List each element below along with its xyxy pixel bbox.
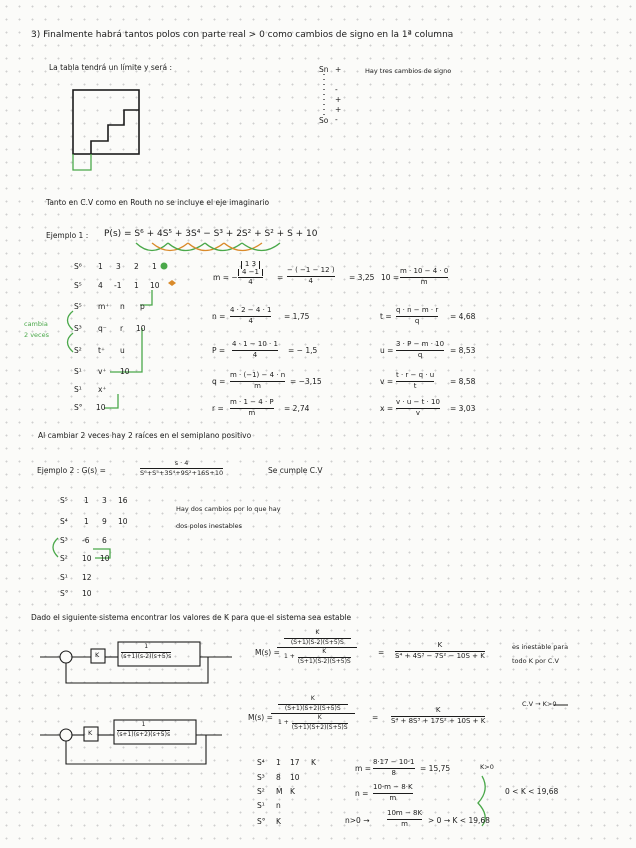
frac-num: K xyxy=(322,648,327,656)
routh-s: S⁵ xyxy=(74,281,82,290)
frac-den: m xyxy=(389,793,397,802)
calc-m-frac2 xyxy=(287,267,335,285)
ejemplo2-note1: Hay dos cambios por lo que hay xyxy=(176,505,281,513)
frac-num: m · 1 − 4 · P xyxy=(230,398,274,406)
det-top: 1 3 xyxy=(241,261,260,269)
calc-n-result: = 1,75 xyxy=(284,312,310,321)
frac-den: 4 xyxy=(248,316,253,325)
frac-num: 8·17 − 10·1 xyxy=(373,758,415,766)
calc-t-result: = 4,68 xyxy=(450,312,476,321)
routh-cell: 3 xyxy=(102,496,107,505)
m2-eq: = xyxy=(372,713,379,722)
calc-v-result: = 8,58 xyxy=(450,377,476,386)
frac-num: K xyxy=(315,629,320,636)
diag2-tf xyxy=(117,722,170,738)
calc-m-lhs: m = − xyxy=(213,273,238,282)
frac-num: m · (−1) − 4 · n xyxy=(230,371,286,379)
routh-s: S° xyxy=(60,589,69,598)
routh-s: S⁴ xyxy=(60,517,68,526)
routh-cell: v⁺ xyxy=(98,367,107,376)
frac-den: m xyxy=(420,277,428,286)
sign-3: + xyxy=(335,95,342,104)
limit-table-figure xyxy=(73,90,139,154)
m1-result xyxy=(395,642,485,660)
frac-num: K xyxy=(317,714,322,722)
calc-m-eq: = xyxy=(277,273,284,282)
routh-cell: -6 xyxy=(82,536,90,545)
m2-cv: C.V → K>0 xyxy=(522,700,557,708)
calc-u-result: = 8,53 xyxy=(450,346,476,355)
frac-den: (S+1)(S+2)(S+5)S xyxy=(291,723,348,731)
m2-den-row xyxy=(278,715,348,731)
m2-lhs: M(s) = xyxy=(248,713,273,722)
one-plus: 1 + xyxy=(284,652,295,660)
routh-s: S² xyxy=(60,554,68,563)
sign-list-top: Sn xyxy=(319,65,329,74)
routh-cell: 6 xyxy=(102,536,107,545)
conclusion: Al cambiar 2 veces hay 2 raíces en el semiplano positivo xyxy=(38,431,252,440)
routh-cell: 1 xyxy=(276,758,281,767)
k-n-gt: > 0 → K < 19,68 xyxy=(428,816,490,825)
m1-note1: es inestable para xyxy=(512,643,569,651)
routh-cell: 8 xyxy=(276,773,281,782)
routh-s: S² xyxy=(74,346,82,355)
side-note-1: cambia xyxy=(24,320,48,328)
routh-s: S⁵ xyxy=(74,302,82,311)
m1-complex xyxy=(284,630,351,665)
routh-cell: u xyxy=(120,346,125,355)
routh-cell: 10 xyxy=(136,324,146,333)
frac-den: 4 xyxy=(248,278,253,287)
calc-t-lhs: t = xyxy=(380,312,392,321)
calc-p-result: = − 1,5 xyxy=(288,346,318,355)
frac-num: K xyxy=(435,706,441,714)
green-marker xyxy=(161,263,168,270)
calc-q-frac xyxy=(230,372,285,390)
routh-cell: 10 xyxy=(150,281,160,290)
ejemplo2-tf xyxy=(140,460,223,477)
routh-s: S¹ xyxy=(74,367,82,376)
routh-cell: 10 xyxy=(118,517,128,526)
routh-s: S⁶ xyxy=(74,262,82,271)
calc-u-lhs: u = xyxy=(380,346,394,355)
frac-num: 10m − 8K xyxy=(387,809,423,817)
routh-s: S³ xyxy=(60,536,68,545)
calc-r-result: = 2,74 xyxy=(284,404,310,413)
frac-den: 8 xyxy=(391,768,396,777)
calc-v-frac xyxy=(396,372,434,390)
sign-4: + xyxy=(335,105,342,114)
tabla-note: La tabla tendrá un límite y será : xyxy=(49,63,172,72)
diag2-k: K xyxy=(88,729,93,737)
routh-cell: 1 xyxy=(84,517,89,526)
heading: 3) Finalmente habrá tantos polos con parte real > 0 como cambios de signo en la 1ª columna xyxy=(31,30,454,40)
routh-cell: 2 xyxy=(134,262,139,271)
routh-s: S³ xyxy=(257,773,265,782)
calc-u-frac xyxy=(396,341,444,359)
calc-n-lhs: n = xyxy=(212,312,226,321)
frac-num: K xyxy=(437,641,443,649)
routh-s: S² xyxy=(257,787,265,796)
routh-cell: -1 xyxy=(114,281,122,290)
frac-den: (s+1)(s-2)(s+5)s xyxy=(121,652,172,660)
sign-1: + xyxy=(335,65,342,74)
calc-t-frac xyxy=(396,307,438,325)
sign-list-bottom: So xyxy=(319,116,329,125)
routh-cell: q⁻ xyxy=(98,324,107,333)
m1-lhs: M(s) = xyxy=(255,648,280,657)
side-note-2: 2 veces xyxy=(24,331,50,339)
frac-den: t xyxy=(413,381,417,390)
m2-result xyxy=(391,707,485,725)
calc-r-frac xyxy=(230,399,274,417)
frac-num: 10·m − 8·K xyxy=(373,783,413,791)
frac-den: S⁶+S⁵+3S⁴+9S²+16S+10 xyxy=(140,469,224,478)
cv-note: Tanto en C.V como en Routh no se incluye el eje imaginario xyxy=(46,198,270,207)
calc-10-frac xyxy=(400,268,448,286)
frac-num: q · n − m · r xyxy=(396,306,439,314)
routh-cell: 10 xyxy=(82,589,92,598)
frac-num: 4 · 1 − 10 · 1 xyxy=(232,340,278,348)
routh-s: S⁵ xyxy=(60,496,68,505)
sign-note: Hay tres cambios de signo xyxy=(365,67,452,75)
calc-x-result: = 3,03 xyxy=(450,404,476,413)
routh-cell: r xyxy=(120,324,124,333)
routh-s: S¹ xyxy=(60,573,68,582)
calc-10-lhs: 10 = xyxy=(381,273,400,282)
routh-cell: M xyxy=(276,787,283,796)
routh-cell: 1 xyxy=(152,262,157,271)
routh-cell: 1 xyxy=(84,496,89,505)
routh-cell: K xyxy=(290,787,295,796)
routh-s: S¹ xyxy=(257,801,265,810)
calc-p-frac xyxy=(232,341,278,359)
frac-num: 3 · P − m · 10 xyxy=(396,340,445,348)
frac-den: q xyxy=(417,350,423,359)
routh-cell: n xyxy=(120,302,125,311)
k-m-lhs: m = xyxy=(355,764,371,773)
m2-complex xyxy=(278,696,348,731)
routh-cell: 10 xyxy=(290,773,300,782)
routh-cell: 10 xyxy=(82,554,92,563)
routh-cell: 4 xyxy=(98,281,103,290)
frac-den: 4 xyxy=(308,276,313,285)
k-range: 0 < K < 19,68 xyxy=(505,787,559,796)
frac-den: m xyxy=(254,381,261,390)
frac-num: v · u − t · 10 xyxy=(396,398,440,406)
frac-num: s · 4 xyxy=(174,459,189,467)
routh-s: S° xyxy=(74,403,83,412)
routh-cell: 10 xyxy=(120,367,130,376)
routh-cell: n xyxy=(276,801,281,810)
frac-num: 1 xyxy=(141,721,146,728)
routh-cell: K xyxy=(276,817,281,826)
calc-q-lhs: q = xyxy=(212,377,226,386)
ejemplo1-poly: P(s) = S⁶ + 4S⁵ + 3S⁴ − S³ + 2S² + S² + S + 10 xyxy=(104,229,318,239)
ejemplo2-label: Ejemplo 2 : G(s) = xyxy=(37,466,106,475)
frac-den: 4 xyxy=(252,350,258,359)
routh-cell: x⁺ xyxy=(98,385,107,394)
diag1-tf xyxy=(121,644,171,660)
sign-5: - xyxy=(335,115,338,124)
routh-cell: 1 xyxy=(134,281,139,290)
routh-cell: 1 xyxy=(98,262,103,271)
k-n-frac xyxy=(373,784,413,802)
m1-den-row xyxy=(284,649,351,665)
ejercicio-prompt: Dado el siguiente sistema encontrar los valores de K para que el sistema sea estable xyxy=(31,613,352,622)
routh-cell: 9 xyxy=(102,517,107,526)
calc-x-lhs: x = xyxy=(380,404,394,413)
ejemplo1-label: Ejemplo 1 : xyxy=(46,231,89,240)
frac-num: − ( −1 − 12 ) xyxy=(287,266,335,274)
routh-cell: p xyxy=(140,302,145,311)
routh-cell: 10 xyxy=(96,403,106,412)
calc-q-result: = −3,15 xyxy=(290,377,322,386)
calc-r-lhs: r = xyxy=(212,404,224,413)
k-m-frac xyxy=(373,759,415,777)
frac-sub: (S+1)(S+2)(S+5)S xyxy=(284,704,341,712)
m1-note2: todo K por C.V xyxy=(512,657,559,665)
calc-v-lhs: v = xyxy=(380,377,394,386)
routh-cell: 10 xyxy=(100,554,110,563)
frac-den: m xyxy=(401,819,408,828)
pairing-arcs xyxy=(136,243,280,251)
routh-cell: 17 xyxy=(290,758,300,767)
k-n-ineq: n>0 → xyxy=(345,816,370,825)
calc-p-lhs: P = xyxy=(212,346,226,355)
orange-marker xyxy=(168,280,176,286)
frac-num: t · r − q · u xyxy=(396,371,435,379)
frac-den: m xyxy=(248,408,256,417)
k-n-lhs: n = xyxy=(355,789,369,798)
routh-s: S° xyxy=(257,817,266,826)
k-m-res: = 15,75 xyxy=(420,764,451,773)
m1-eq: = xyxy=(378,648,385,657)
routh-cell: K xyxy=(311,758,316,767)
frac-den: (s+1)(s+2)(s+5)s xyxy=(117,730,171,738)
frac-den: (S+1)(S-2)(S+5)S xyxy=(297,657,351,665)
det-bot: 4 −1 xyxy=(238,269,263,277)
frac-den: S⁴ + 4S³ − 7S² − 10S + K xyxy=(395,651,485,660)
calc-m-det xyxy=(238,261,263,287)
sign-2: - xyxy=(335,85,338,94)
calc-x-frac xyxy=(396,399,440,417)
frac-sub: (S+1)(S-2)(S+5)S xyxy=(290,638,344,646)
routh-cell: 16 xyxy=(118,496,128,505)
routh-cell: 3 xyxy=(116,262,121,271)
frac-den: q xyxy=(414,316,420,325)
one-plus: 1 + xyxy=(278,718,289,726)
routh-s: S³ xyxy=(74,324,82,333)
k-pos: K>0 xyxy=(480,763,494,771)
frac-num: 1 xyxy=(144,643,149,650)
ejemplo2-cumple: Se cumple C.V xyxy=(268,466,323,475)
k-n-frac2 xyxy=(387,810,422,828)
routh-cell: m⁺ xyxy=(98,302,110,311)
frac-den: v xyxy=(415,408,421,417)
routh-cell: 12 xyxy=(82,573,92,582)
limit-figure-green xyxy=(73,154,91,170)
routh-s: S¹ xyxy=(74,385,82,394)
frac-num: K xyxy=(310,695,315,702)
routh-s: S⁴ xyxy=(257,758,265,767)
calc-n-frac xyxy=(230,307,271,325)
frac-num: m · 10 − 4 · 0 xyxy=(400,267,449,275)
calc-m-result: = 3,25 xyxy=(349,273,375,282)
routh-cell: t⁺ xyxy=(98,346,105,355)
frac-num: 4 · 2 − 4 · 1 xyxy=(230,306,272,314)
frac-den: S⁴ + 8S³ + 17S² + 10S + K xyxy=(391,716,486,725)
ejemplo2-note2: dos polos inestables xyxy=(176,522,243,530)
diag1-k: K xyxy=(95,651,100,659)
